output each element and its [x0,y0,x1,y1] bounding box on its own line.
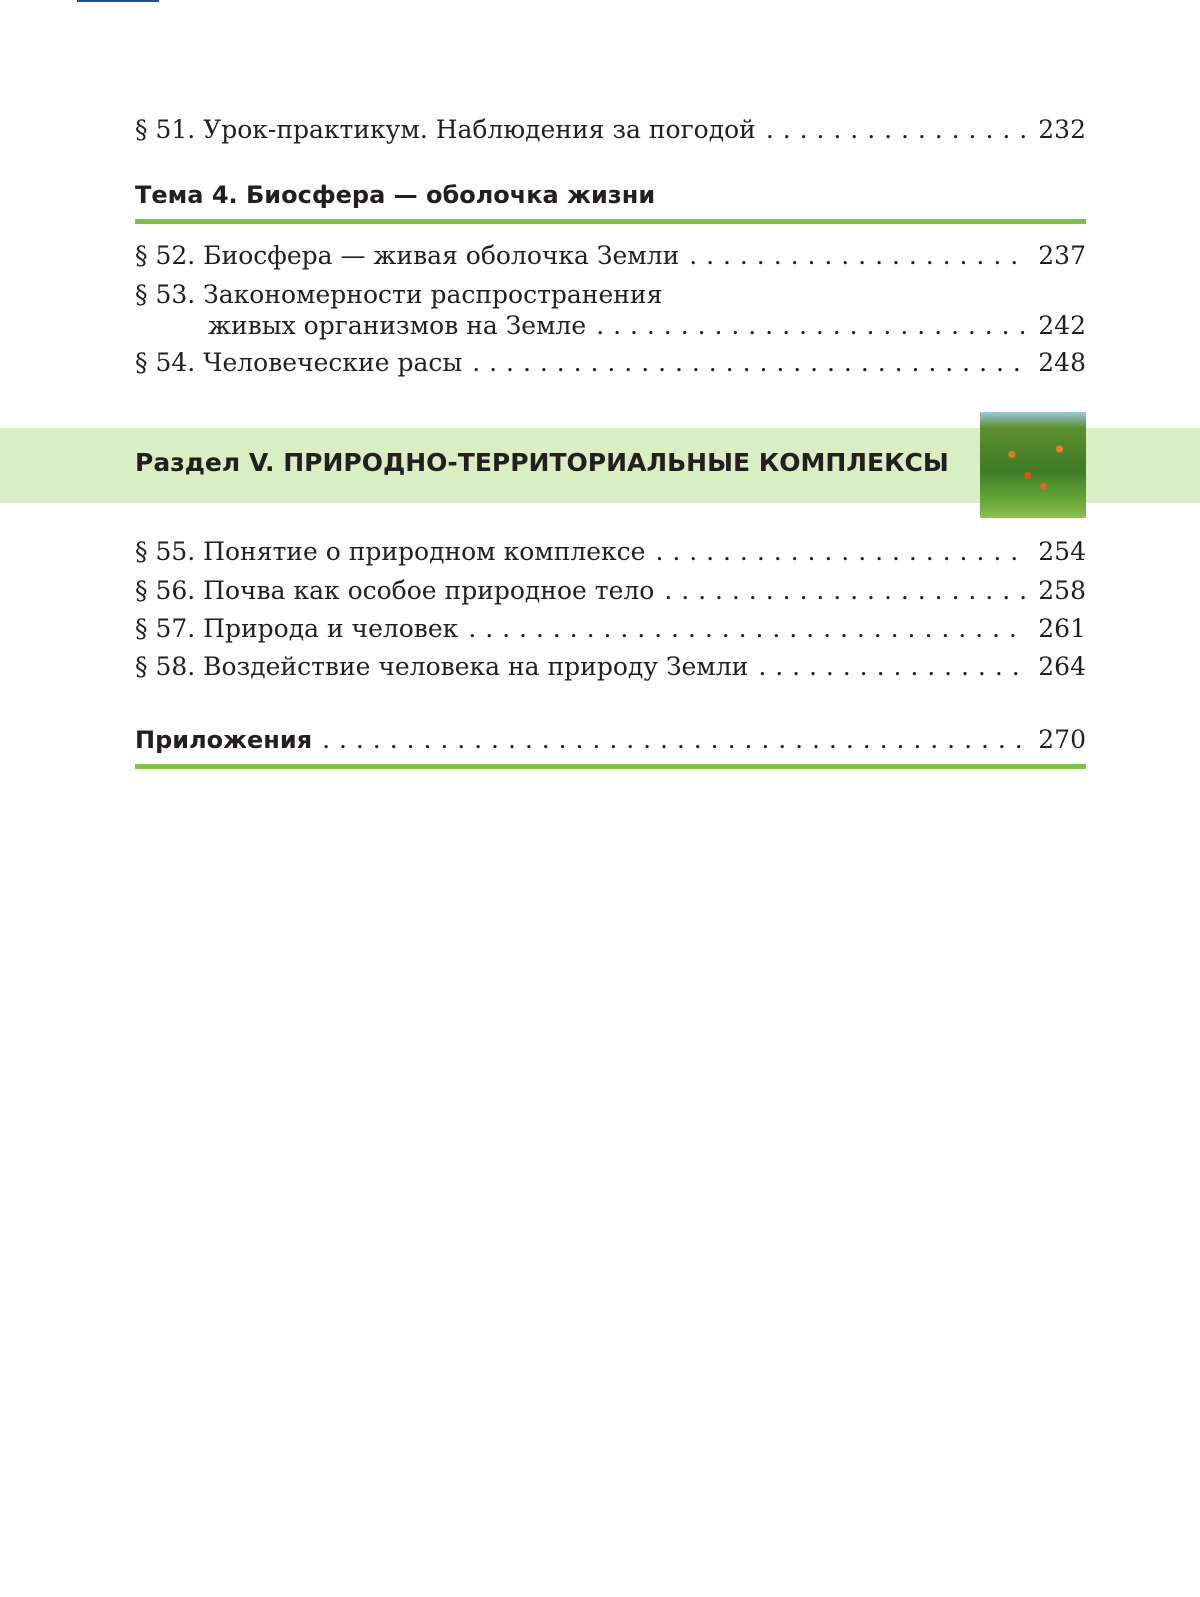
entry-title: Закономерности распространения [203,280,663,309]
toc-entry-58[interactable] [135,650,1086,684]
entry-number: § 54. [135,348,196,377]
toc-entry-56[interactable] [135,574,1086,608]
entry-page: 254 [1038,537,1086,566]
toc-entry-55[interactable] [135,535,1086,569]
entry-title: Урок-практикум. Наблюдения за погодой [203,115,756,144]
entry-page: 237 [1038,241,1086,270]
dot-leader [322,723,1028,757]
entry-title: Природа и человек [203,614,459,643]
entry-page: 242 [1038,311,1086,340]
entry-number: § 57. [135,614,196,643]
toc-entry-51[interactable] [135,113,1086,147]
entry-title: Почва как особое природное тело [203,576,655,605]
entry-number: § 58. [135,652,196,681]
top-mark [77,0,159,2]
entry-title: Воздействие человека на природу Земли [203,652,749,681]
toc-entry-53[interactable] [135,278,1086,312]
appendix-rule [135,764,1086,769]
entry-page: 270 [1038,725,1086,754]
entry-page: 261 [1038,614,1086,643]
orchard-photo [980,412,1086,518]
dot-leader [766,113,1028,147]
entry-page: 232 [1038,115,1086,144]
toc-entry-52[interactable] [135,239,1086,273]
entry-page: 264 [1038,652,1086,681]
entry-page: 248 [1038,348,1086,377]
dot-leader [468,612,1028,646]
entry-title: Приложения [135,726,313,754]
entry-page: 258 [1038,576,1086,605]
dot-leader [689,239,1028,273]
dot-leader [596,309,1028,343]
entry-title: Человеческие расы [203,348,463,377]
dot-leader [758,650,1028,684]
entry-number: § 53. [135,280,196,309]
theme-heading: Тема 4. Биосфера — оболочка жизни [135,181,656,209]
toc-entry-53-cont[interactable] [208,309,1086,343]
entry-number: § 56. [135,576,196,605]
toc-entry-54[interactable] [135,346,1086,380]
section-heading: Раздел V. ПРИРОДНО-ТЕРРИТОРИАЛЬНЫЕ КОМПЛЕКСЫ [135,448,949,477]
toc-entry-57[interactable] [135,612,1086,646]
dot-leader [655,535,1028,569]
dot-leader [664,574,1028,608]
entry-title-cont: живых организмов на Земле [208,311,587,340]
dot-leader [472,346,1028,380]
entry-title: Биосфера — живая оболочка Земли [203,241,680,270]
entry-number: § 52. [135,241,196,270]
entry-number: § 55. [135,537,196,566]
entry-title: Понятие о природном комплексе [203,537,646,566]
entry-number: § 51. [135,115,196,144]
toc-entry-appendix[interactable] [135,723,1086,757]
theme-rule [135,219,1086,224]
